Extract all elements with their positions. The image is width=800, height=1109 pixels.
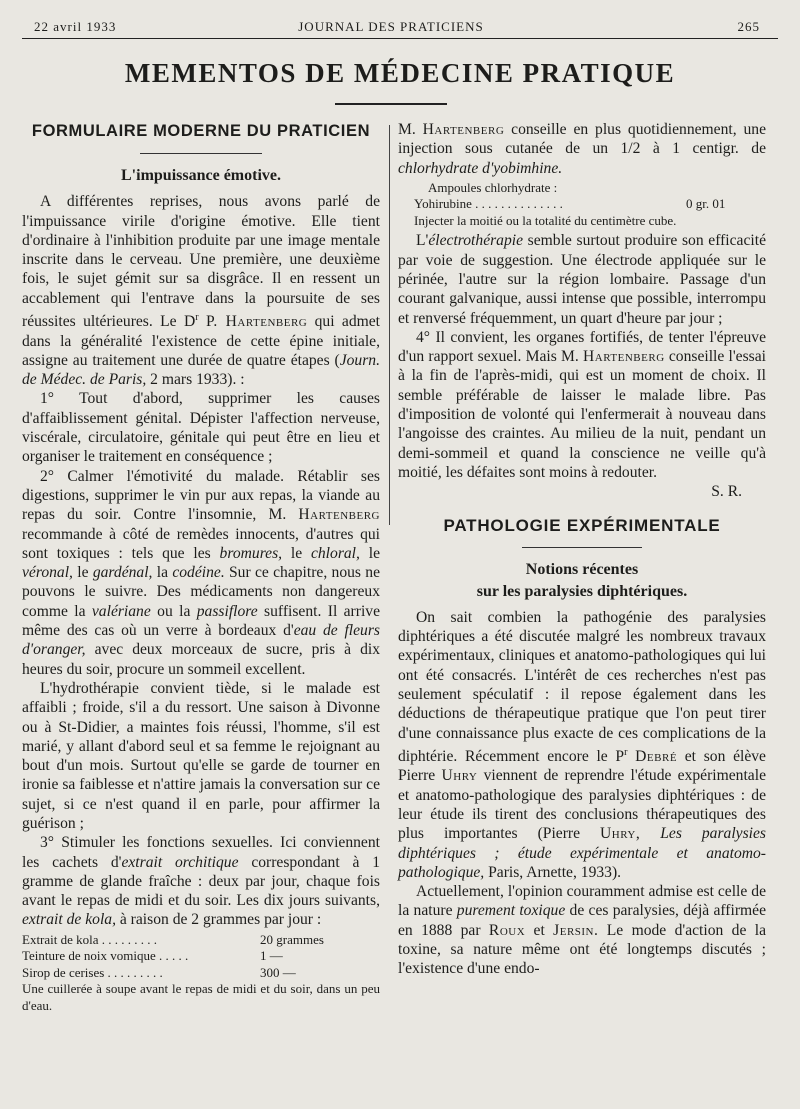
paragraph-step-3: 3° Stimuler les fonctions sexuelles. Ici conviennent les cachets d'extrait orchitique correspondant à 1 gramme de glande fraîche : deux par jour, chaque fois avant le repas de midi et du soir. Les dix jours suivants, extrait de kola, à raison de 2 grammes par jour : xyxy=(22,834,381,929)
section-title-pathologie: PATHOLOGIE EXPÉRIMENTALE xyxy=(443,515,721,535)
formula-row: Extrait de kola . . . . . . . . . 20 grammes xyxy=(22,931,324,947)
article-subtitle-line-1: Notions récentes xyxy=(525,560,639,578)
paragraph-pathogenie: On sait combien la pathogénie des paralysies diphtériques a été discutée malgré les nombreux travaux expérimentaux, cliniques et anatomo-pathologiques qui lui ont été consacrés. L'intérêt de ces recherches n'est pas seulement spéculatif : il repose également dans les déductions de thérapeutique pratique que l'on peut tirer d'une connaissance plus exacte de ces complications de la diphtérie. Récemment encore le $P^r$ Debré et son élève Pierre Uhry viennent de reprendre l'étude expérimentale et anatomo-pathologique des paralysies diphtériques : de leur étude ils tirent des conclusions thérapeutiques des plus importantes (Pierre Uhry, Les paralysies diphtériques ; étude expérimentale et anatomo-pathologique, Paris, Arnette, 1933). xyxy=(398,608,766,881)
section-rule xyxy=(522,547,642,548)
header-date: 22 avril 1933 xyxy=(34,19,117,34)
header-rule xyxy=(22,38,778,39)
section-title-formulaire: FORMULAIRE MODERNE DU PRATICIEN xyxy=(31,122,371,140)
formula-ampoules xyxy=(398,180,766,230)
paragraph-electrotherapie: L'électrothérapie semble surtout produire son efficacité par voie de suggestion. Une électrode appliquée sur le périnée, l'autre sur la région lombaire. Passage d'un courant galvanique, aussi intense que possible, interrompu et renversé fréquemment, un quart d'heure par jour ; xyxy=(398,232,766,327)
article-subtitle: L'impuissance émotive. xyxy=(121,167,281,185)
paragraph-step-2: 2° Calmer l'émotivité du malade. Rétablir ses digestions, supprimer le vin pur aux repas, la viande au repas du soir. Contre l'insomnie, M. Hartenberg recommande à côté de remèdes innocents, d'autres qui sont toxiques : tels que les bromures, le chloral, le véronal, le gardénal, la codéine. Sur ce chapitre, nous ne pouvons le suivre. Des médicaments non dangereux comme la valériane ou la passiflore suffisent. Il arrive même des cas où un verre à bordeaux d'eau de fleurs d'oranger, avec deux morceaux de sucre, pris à dix heures du soir, procure un sommeil excellent. xyxy=(22,467,380,678)
formula-row: Yohirubine . . . . . . . . . . . . . . 0 gr. 01 xyxy=(414,196,726,212)
main-title: MEMENTOS DE MÉDECINE PRATIQUE xyxy=(124,58,676,88)
paragraph-hydrotherapie: L'hydrothérapie convient tiède, si le malade est affaibli ; froide, s'il a du ressort. Une saison à Divonne ou à St-Didier, a maintes fois réussi, l'homme, s'il est marié, y allant d'abord seul et sa femme le rejoignant au bout d'un mois. Surtout qu'elle se garde de tourner en ironie sa faiblesse et n'attire jamais la conversation sur ce sujet, si ce n'est quand il en parle, pour affirmer la guérison ; xyxy=(22,679,380,832)
author-name: P. Hartenberg xyxy=(205,313,308,331)
running-header xyxy=(22,19,760,39)
formula-kola xyxy=(22,932,380,1015)
paragraph-opinion: Actuellement, l'opinion couramment admise est celle de la nature purement toxique de ces paralysies, déjà affirmée en 1888 par Roux et Jersin. Le mode d'action de la toxine, sa nature même ont été longtemps discutés ; l'existence d'une endo- xyxy=(398,883,767,978)
formula-heading: Ampoules chlorhydrate : xyxy=(428,179,558,195)
left-column xyxy=(22,120,380,1016)
header-journal-name: JOURNAL DES PRATICIENS xyxy=(298,19,484,34)
formula-row: Sirop de cerises . . . . . . . . . 300 — xyxy=(22,964,296,980)
section-rule xyxy=(140,153,262,154)
right-column xyxy=(398,120,766,979)
formula-note: Injecter la moitié ou la totalité du centimètre cube. xyxy=(414,212,677,228)
formula-note: Une cuillerée à soupe avant le repas de midi et du soir, dans un peu d'eau. xyxy=(22,981,380,1013)
formula-row: Teinture de noix vomique . . . . . 1 — xyxy=(22,948,283,964)
header-page-number: 265 xyxy=(737,19,760,34)
signature: S. R. xyxy=(711,483,742,501)
paragraph-intro: A différentes reprises, nous avons parlé de l'impuissance virile d'origine émotive. Elle tient d'ordinaire à l'inhibition produite par une image mentale inscrite dans le cerveau. Une première, une deuxième fois, le sujet gémit sur sa disgrâce. Il en ressent un accablement qui l'entrave dans la poursuite de ses réussites ultérieures. Le $D^r$ P. Hartenberg qui admet dans la généralité l'existence de cette épine initiale, assigne au traitement une durée de quatre étapes (Journ. de Médec. de Paris, 2 mars 1933). : xyxy=(22,193,381,389)
title-rule xyxy=(335,103,447,105)
column-divider xyxy=(389,125,390,525)
paragraph-step-1: 1° Tout d'abord, supprimer les causes d'affaiblissement génital. Dépister l'affection nerveuse, viscérale, circulatoire, génitale qui peut être en lieu et organiser le traitement en conséquence ; xyxy=(22,390,380,466)
article-subtitle-line-2: sur les paralysies diphtériques. xyxy=(476,582,688,600)
paragraph-injection: M. Hartenberg conseille en plus quotidiennement, une injection sous cutanée de un 1/2 à 1 centigr. de chlorhydrate d'yobimhine. xyxy=(398,121,767,177)
paragraph-step-4: 4° Il convient, les organes fortifiés, de tenter l'épreuve d'un rapport sexuel. Mais M. Hartenberg conseille l'essai à la fin de l'après-midi, qui est un moment de choix. Il semble préférable de laisser le malade libre. Pas d'imposition de volonté qui l'enfermerait à nouveau dans l'angoisse des craintes. Au milieu de la nuit, pendant un demi-sommeil et quand la conscience ne veille qu'à moitié, les défaites sont moins à redouter. xyxy=(398,328,766,481)
